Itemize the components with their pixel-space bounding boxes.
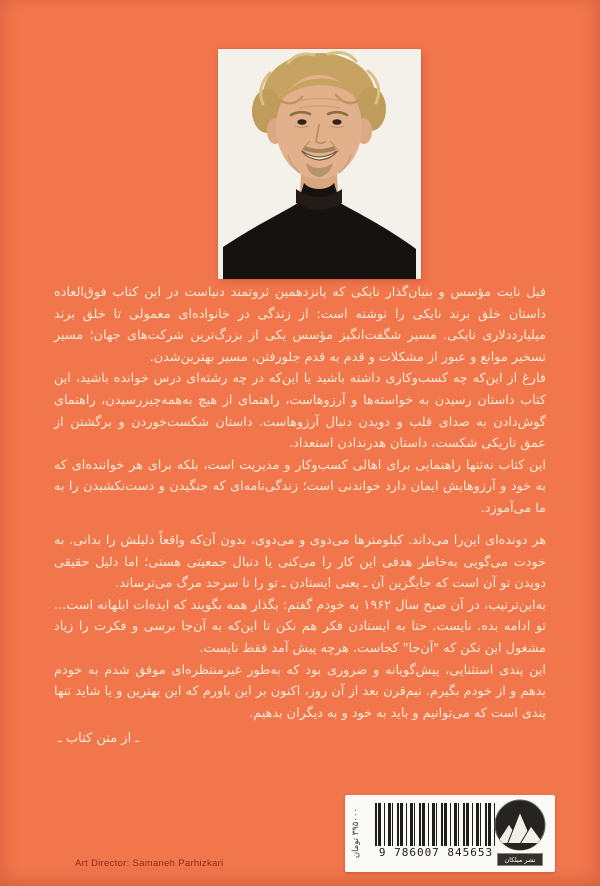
art-director-credit: Art Director: Samaneh Parhizkari (75, 858, 224, 869)
excerpt-attribution: ـ از متن کتاب ـ (58, 731, 140, 746)
barcode-panel (345, 795, 555, 872)
excerpt-paragraph: هر دونده‌ای این‌را می‌داند. کیلومترها می‌دوی و می‌دوی، بدون آن‌که واقعاً دلیلش را بدانی. به خودت می‌گویی به‌خاطر هدفی این کار را می‌کنی یا دنبال جمعیتی هستی؛ اما دلیل حقیقی دویدن تو آن است که جایگزین آن ـ یعنی ایستادن ـ تو را تا سرحد مرگ می‌ترساند. (54, 533, 546, 592)
about-paragraph: فیل نایت مؤسس و بنیان‌گذار نایکی که پانزدهمین ثروتمند دنیاست در این کتاب فوق‌العاده داستان خلق برند نایکی را نوشته است: از زندگی در خانواده‌ای معمولی تا خلق برند میلیارددلاری نایکی. مسیر شگفت‌انگیز مؤسس یکی از بزرگ‌ترین شرکت‌های جهان؛ مسیر تسخیر موانع و عبور از مشکلات و قدم به قدم جلورفتن، مسیر بهترین‌شدن. (54, 285, 546, 365)
publisher-logo (493, 798, 549, 870)
publisher-name: نشر میلکان (497, 853, 543, 866)
phil-knight-portrait-illustration (218, 49, 421, 279)
about-paragraph: فارغ از این‌که چه کسب‌وکاری داشته باشید یا این‌که در چه رشته‌ای درس خوانده باشید، این کتاب داستان رسیدن به خواسته‌ها و آرزوهاست، راهنمای از هیچ به‌همه‌چیزرسیدن، راهنمای گوش‌دادن به صدای قلب و دویدن دنبال آرزوهاست. داستان شکست‌خوردن و برگشتن از عمق تاریکی شکست، داستان هدرندادن استعداد. (54, 371, 546, 452)
book-excerpt (54, 530, 546, 724)
mountain-logo-icon (493, 798, 547, 852)
barcode-icon (375, 803, 497, 846)
about-paragraph: این کتاب نه‌تنها راهنمایی برای اهالی کسب‌وکار و مدیریت است، بلکه برای هر خواننده‌ای که به خود و آرزوهایش ایمان دارد خواندنی است؛ زندگی‌نامه‌ای که جنگیدن و دست‌نکشیدن را به ما می‌آموزد. (54, 457, 546, 516)
excerpt-paragraph: این پندی استثنایی، پیش‌گویانه و ضروری بود که به‌طور غیرمنتظره‌ای موفق شدم به خودم بدهم و از خودم بگیرم. نیم‌قرن بعد از آن روز، اکنون بر این باورم که این بهترین و یا شاید تنها پندی است که می‌توانیم و باید به خود و به دیگران بدهیم. (54, 662, 546, 721)
price-label: ۳۹۵۰۰۰ تومان (351, 807, 361, 859)
about-the-book (54, 282, 546, 520)
excerpt-paragraph: به‌این‌ترتیب، در آن صبح سال ۱۹۶۲ به خودم گفتم: بگذار همه بگویند که ایده‌ات ابلهانه است... تو ادامه بده. نایست. حتا به ایستادن فکر هم نکن تا این‌که به آن‌جا برسی و فکرت را زیاد مشغول این نکن که "آن‌جا" کجاست. هرچه پیش آمد فقط نایست. (54, 597, 546, 656)
author-photo (218, 49, 421, 279)
isbn-number: 9 786007 845653 (378, 846, 494, 859)
